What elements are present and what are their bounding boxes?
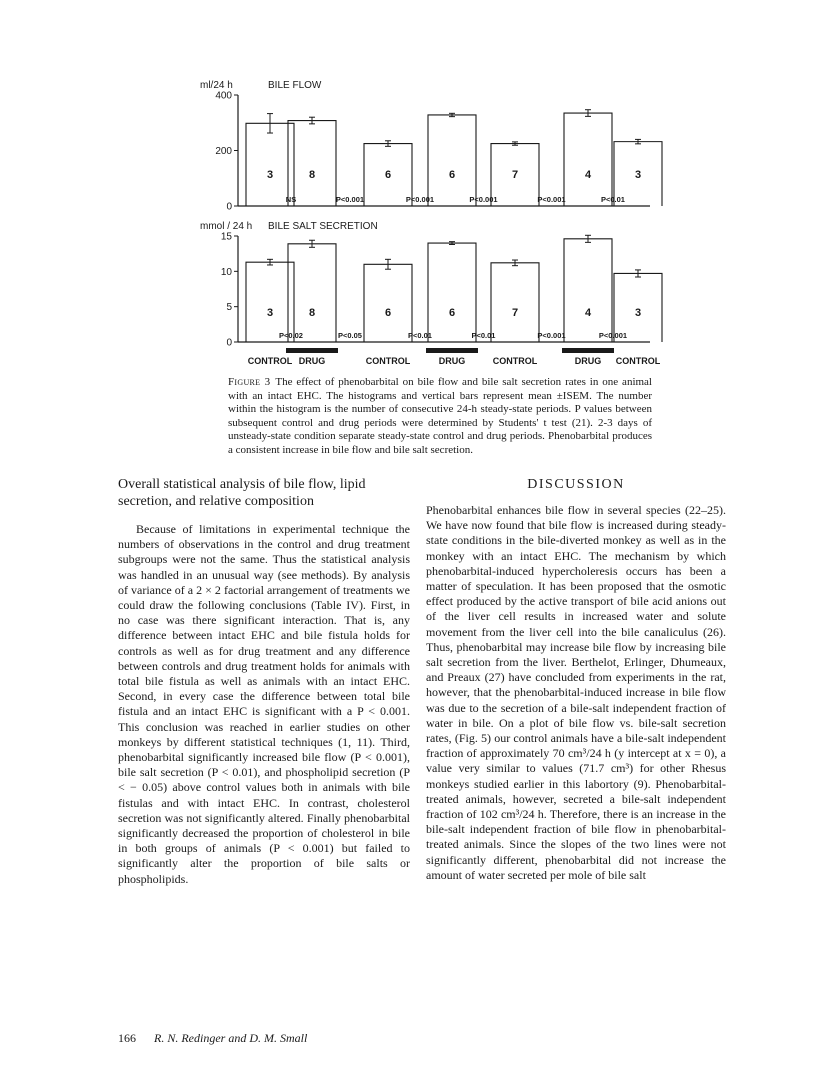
running-authors: R. N. Redinger and D. M. Small	[154, 1031, 308, 1045]
bar-count-label: 8	[308, 169, 316, 181]
p-value-label: P<0.001	[537, 195, 566, 204]
p-value-label: P<0.001	[405, 195, 435, 204]
paragraph-discussion: Phenobarbital enhances bile flow in several species (22–25). We have now found that bile flow is increased during steady-state conditions in the bile-diverted monkey as well as in the monkey with an intact EHC. The mechanism by which phenobarbital-induced hypercholeresis occurs has been a matter of speculation. It has been proposed that the osmotic effect produced by the active transport of bile acid anions out of the liver cell results in increased water and solute movement from the liver cell into the bile canaliculus (26). Thus, phenobarbital may increase bile flow by increasing bile salt secretion from the liver. Berthelot, Erlinger, Dhumeaux, and Preaux (27) have concluded from experiments in the rat, however, that the phenobarbital-induced increase in bile flow was due to the secretion of a bile-salt independent fraction of water in bile. On a plot of bile flow vs. bile-salt secretion rates, (Fig. 5) our control animals have a bile-salt independent fraction of approximately 70 cm³/24 h (y intercept at x = 0), a value very similar to values (71.7 cm³) for other Rhesus monkeys studied earlier in this labortory (9). Phenobarbital-treated animals, however, secreted a bile-salt independent fraction of 102 cm³/24 h. Therefore, there is an increase in the bile-salt independent fraction of bile flow in phenobarbital-treated animals. Since the slopes of the two lines were not significantly different, phenobarbital did not increase the amount of water secreted per mole of bile salt	[426, 503, 726, 882]
drug-period-bar	[562, 348, 614, 353]
page-number: 166	[118, 1031, 136, 1045]
bar-count-label: 3	[634, 169, 642, 181]
bar-count-label: 6	[384, 307, 392, 319]
figure-label: Figure 3	[228, 376, 271, 388]
chart-title: BILE SALT SECRETION	[268, 221, 378, 232]
bar	[491, 263, 539, 342]
p-value-label: NS	[285, 195, 297, 204]
bar	[288, 244, 336, 342]
section-heading-discussion: DISCUSSION	[527, 477, 625, 492]
drug-period-bar	[286, 348, 338, 353]
bar	[428, 243, 476, 342]
paragraph-statistical-analysis: Because of limitations in experimental technique the numbers of observations in the control and drug treatment subgroups were not the same. Thus the statistical analysis was handled in an unusual way (see methods). By analysis of variance of a 2 × 2 factorial arrangement of treatments we could draw the following conclusions (Table IV). First, in no case was there significant interaction. That is, any difference between intact EHC and bile fistula holds for controls as well as for drug treatment and any difference between controls and drug treatment holds for animals with total bile fistula as well as animals with an intact EHC. Second, in every case the difference between total bile fistula and an intact EHC is significant with a P < 0.001. This conclusion was reached in earlier studies on other monkeys by different statistical techniques (1, 11). Third, phenobarbital significantly increased bile flow (P < 0.001), bile salt secretion (P < 0.01), and phospholipid secretion (P < − 0.05) above control values both in animals with bile fistulas and with intact EHC. In contrast, cholesterol secretion was not significantly altered. Finally phenobarbital significantly decreased the proportion of cholesterol in bile in both groups of animals (P < 0.001) but failed to significantly alter the proportion of bile salts or phospholipids.	[118, 522, 410, 886]
bar-count-label: 3	[634, 307, 642, 319]
drug-period-bar	[426, 348, 478, 353]
bar-count-label: 4	[584, 307, 592, 319]
x-category-label: DRUG	[438, 356, 466, 366]
y-tick-label: 5	[226, 302, 232, 314]
x-category-label: CONTROL	[615, 356, 661, 366]
figure-3-chart	[0, 0, 816, 370]
bar	[564, 113, 612, 206]
right-column	[426, 476, 726, 883]
chart-title: BILE FLOW	[268, 80, 322, 91]
bar	[428, 115, 476, 206]
p-value-label: P<0.02	[279, 331, 303, 340]
left-column	[118, 476, 410, 887]
bar	[564, 239, 612, 342]
page-footer	[118, 1031, 307, 1046]
bar-count-label: 4	[584, 169, 592, 181]
bar	[285, 121, 336, 206]
y-tick-label: 0	[226, 201, 232, 213]
p-value-label: P<0.01	[408, 331, 432, 340]
bar	[364, 264, 412, 342]
x-category-label: CONTROL	[492, 356, 538, 366]
p-value-label: P<0.001	[469, 195, 498, 204]
bar-count-label: 3	[266, 307, 274, 319]
bar-count-label: 7	[511, 169, 519, 181]
bar-count-label: 3	[266, 169, 274, 181]
figure-caption-text: The effect of phenobarbital on bile flow and bile salt secretion rates in one animal with an intact EHC. The histograms and vertical bars represent mean ±ISEM. The number within the histogram is the number of consecutive 24-h steady-state periods. P values between subsequent control and drug periods were determined by Students' t test (21). 2-3 days of unsteady-state condition separate steady-state control and drug periods. Phenobarbital produces a consistent increase in bile flow and bile salt secretion.	[228, 376, 652, 456]
figure-caption	[228, 376, 652, 458]
p-value-label: P<0.001	[335, 195, 365, 204]
p-value-label: P<0.05	[338, 331, 362, 340]
y-tick-label: 0	[226, 337, 232, 349]
x-category-label: CONTROL	[365, 356, 411, 366]
bar-count-label: 6	[384, 169, 392, 181]
x-category-label: CONTROL	[247, 356, 293, 366]
x-category-label: DRUG	[298, 356, 326, 366]
y-unit-label: ml/24 h	[200, 80, 233, 91]
y-unit-label: mmol / 24 h	[200, 221, 253, 232]
p-value-label: P<0.01	[471, 331, 496, 340]
p-value-label: P<0.001	[537, 331, 566, 340]
bar-count-label: 6	[448, 169, 456, 181]
x-category-label: DRUG	[574, 356, 602, 366]
bar-count-label: 6	[448, 307, 456, 319]
y-tick-label: 400	[215, 90, 232, 102]
bar-count-label: 7	[511, 307, 519, 319]
y-tick-label: 200	[215, 146, 232, 157]
bar	[246, 123, 297, 206]
y-tick-label: 10	[220, 266, 232, 278]
p-value-label: P<0.01	[601, 195, 625, 204]
bar-count-label: 8	[308, 307, 316, 319]
p-value-label: P<0.001	[598, 331, 628, 340]
section-heading-statistical-analysis: Overall statistical analysis of bile flow, lipid secretion, and relative composition	[118, 477, 366, 509]
y-tick-label: 15	[220, 231, 232, 243]
